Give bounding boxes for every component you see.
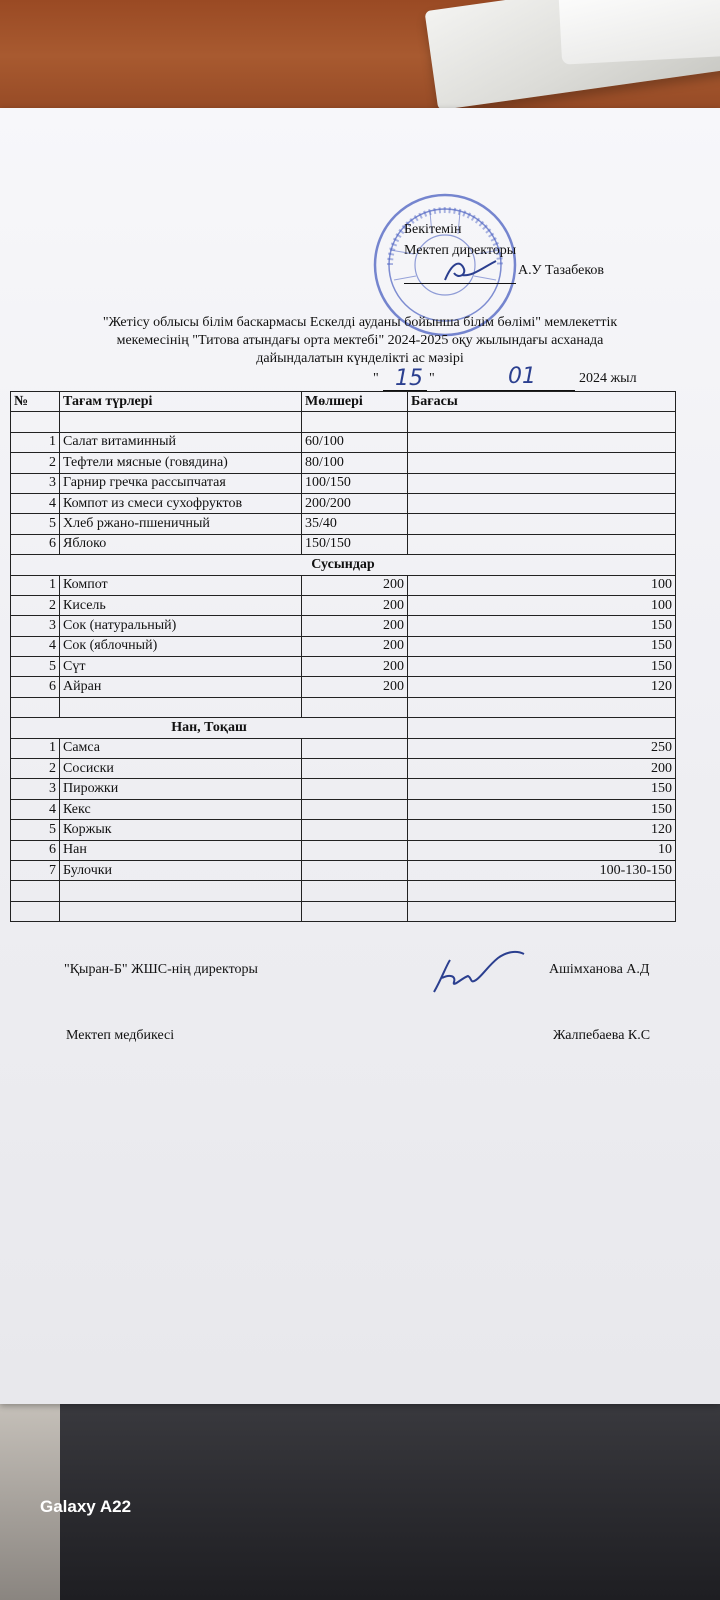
- bakery-name: Булочки: [60, 860, 302, 880]
- meal-number: 3: [11, 473, 60, 493]
- drink-number: 5: [11, 657, 60, 677]
- meal-number: 1: [11, 432, 60, 452]
- bakery-quantity: [302, 759, 408, 779]
- meal-price: [408, 453, 676, 473]
- plastic-container-lid: [558, 0, 720, 65]
- meal-quantity: 150/150: [302, 534, 408, 554]
- meal-price: [408, 493, 676, 513]
- light-floor-patch: [0, 1390, 60, 1600]
- bakery-price: 120: [408, 820, 676, 840]
- meal-price: [408, 534, 676, 554]
- col-number-header: №: [11, 392, 60, 412]
- meal-quantity: 100/150: [302, 473, 408, 493]
- table-row: [11, 860, 676, 880]
- meal-price: [408, 514, 676, 534]
- table-row: [11, 657, 676, 677]
- table-row: [11, 432, 676, 452]
- bakery-number: 5: [11, 820, 60, 840]
- bakery-name: Нан: [60, 840, 302, 860]
- header-line-2: мекемесінің "Титова атындағы орта мектебі" 2024-2025 оқу жылындағы асханада: [116, 333, 604, 348]
- bakery-number: 2: [11, 759, 60, 779]
- bakery-quantity: [302, 820, 408, 840]
- bakery-name: Коржык: [60, 820, 302, 840]
- bakery-price: 100-130-150: [408, 860, 676, 880]
- meal-name: Тефтели мясные (говядина): [60, 453, 302, 473]
- drink-quantity: 200: [302, 657, 408, 677]
- table-row: [11, 759, 676, 779]
- table-row: [11, 636, 676, 656]
- footer-director-label: "Қыран-Б" ЖШС-нің директоры: [64, 962, 258, 977]
- meal-name: Компот из смеси сухофруктов: [60, 493, 302, 513]
- drink-price: 100: [408, 595, 676, 615]
- approval-name: А.У Тазабеков: [518, 263, 605, 278]
- drinks-section-title: Сусындар: [11, 555, 676, 575]
- table-row: [11, 575, 676, 595]
- empty-row: [11, 901, 676, 921]
- table-header-row: [11, 392, 676, 412]
- drink-quantity: 200: [302, 677, 408, 697]
- footer-nurse-name: Жалпебаева К.С: [553, 1028, 651, 1043]
- bakery-number: 4: [11, 799, 60, 819]
- col-price-header: Бағасы: [408, 392, 676, 412]
- bakery-price: 150: [408, 799, 676, 819]
- bakery-name: Кекс: [60, 799, 302, 819]
- meal-quantity: 200/200: [302, 493, 408, 513]
- table-row: [11, 453, 676, 473]
- drink-number: 6: [11, 677, 60, 697]
- date-quote-close: ": [429, 371, 435, 386]
- col-quantity-header: Мөлшері: [302, 392, 408, 412]
- supplier-signature-mark: [428, 948, 528, 998]
- table-row: [11, 473, 676, 493]
- drink-name: Кисель: [60, 595, 302, 615]
- footer-director-name: Ашімханова А.Д: [549, 962, 650, 977]
- meal-number: 5: [11, 514, 60, 534]
- drink-price: 100: [408, 575, 676, 595]
- drink-price: 120: [408, 677, 676, 697]
- table-row: [11, 820, 676, 840]
- footer-nurse-label: Мектеп медбикесі: [66, 1028, 175, 1043]
- bakery-quantity: [302, 738, 408, 758]
- date-year: 2024 жыл: [579, 371, 637, 386]
- director-signature-mark: [440, 255, 500, 285]
- drink-name: Сок (натуральный): [60, 616, 302, 636]
- meal-name: Гарнир гречка рассыпчатая: [60, 473, 302, 493]
- drink-price: 150: [408, 616, 676, 636]
- meal-name: Салат витаминный: [60, 432, 302, 452]
- meals-section: [11, 432, 676, 921]
- meal-number: 6: [11, 534, 60, 554]
- drink-number: 2: [11, 595, 60, 615]
- table-row: [11, 493, 676, 513]
- bakery-price: 150: [408, 779, 676, 799]
- drink-quantity: 200: [302, 575, 408, 595]
- drink-quantity: 200: [302, 616, 408, 636]
- bakery-number: 3: [11, 779, 60, 799]
- table-row: [11, 799, 676, 819]
- drink-name: Компот: [60, 575, 302, 595]
- drink-price: 150: [408, 636, 676, 656]
- header-line-3: дайындалатын күнделікті ас мәзірі: [256, 351, 464, 366]
- meal-number: 2: [11, 453, 60, 473]
- table-row: [11, 534, 676, 554]
- drink-number: 1: [11, 575, 60, 595]
- table-spacer-row: [11, 412, 676, 432]
- dark-background: [0, 1390, 720, 1600]
- bakery-price: 10: [408, 840, 676, 860]
- bakery-quantity: [302, 779, 408, 799]
- approval-role: Мектеп директоры: [404, 243, 517, 258]
- drink-quantity: 200: [302, 636, 408, 656]
- bakery-section-title: Нан, Тоқаш: [11, 718, 408, 738]
- bakery-price: 200: [408, 759, 676, 779]
- device-watermark: Galaxy A22: [40, 1497, 132, 1516]
- date-quote-open: ": [373, 371, 379, 386]
- col-dish-header: Тағам түрлері: [60, 392, 302, 412]
- meal-quantity: 35/40: [302, 514, 408, 534]
- drink-number: 4: [11, 636, 60, 656]
- bakery-name: Сосиски: [60, 759, 302, 779]
- bakery-name: Пирожки: [60, 779, 302, 799]
- date-day: 15: [395, 366, 423, 391]
- table-row: [11, 595, 676, 615]
- bakery-name: Самса: [60, 738, 302, 758]
- table-row: [11, 779, 676, 799]
- meal-price: [408, 473, 676, 493]
- table-row: [11, 677, 676, 697]
- menu-table: [10, 391, 676, 922]
- bakery-price: 250: [408, 738, 676, 758]
- meal-number: 4: [11, 493, 60, 513]
- drink-name: Сок (яблочный): [60, 636, 302, 656]
- table-row: [11, 840, 676, 860]
- drink-number: 3: [11, 616, 60, 636]
- table-row: [11, 616, 676, 636]
- bakery-number: 7: [11, 860, 60, 880]
- bakery-quantity: [302, 860, 408, 880]
- meal-quantity: 80/100: [302, 453, 408, 473]
- meal-name: Хлеб ржано-пшеничный: [60, 514, 302, 534]
- date-month: 01: [508, 364, 536, 389]
- table-row: [11, 738, 676, 758]
- drink-price: 150: [408, 657, 676, 677]
- approval-title: Бекітемін: [404, 222, 462, 237]
- drink-quantity: 200: [302, 595, 408, 615]
- meal-name: Яблоко: [60, 534, 302, 554]
- bakery-quantity: [302, 840, 408, 860]
- table-row: [11, 514, 676, 534]
- bakery-section-header: [11, 718, 676, 738]
- drink-name: Сүт: [60, 657, 302, 677]
- empty-row: [11, 697, 676, 717]
- drink-name: Айран: [60, 677, 302, 697]
- meal-price: [408, 432, 676, 452]
- bakery-number: 1: [11, 738, 60, 758]
- empty-row: [11, 881, 676, 901]
- bakery-quantity: [302, 799, 408, 819]
- meal-quantity: 60/100: [302, 432, 408, 452]
- header-line-1: "Жетісу облысы білім баскармасы Ескелді ауданы бойынша білім бөлімі" мемлекеттік: [102, 315, 618, 330]
- bakery-number: 6: [11, 840, 60, 860]
- drinks-section-header: [11, 555, 676, 575]
